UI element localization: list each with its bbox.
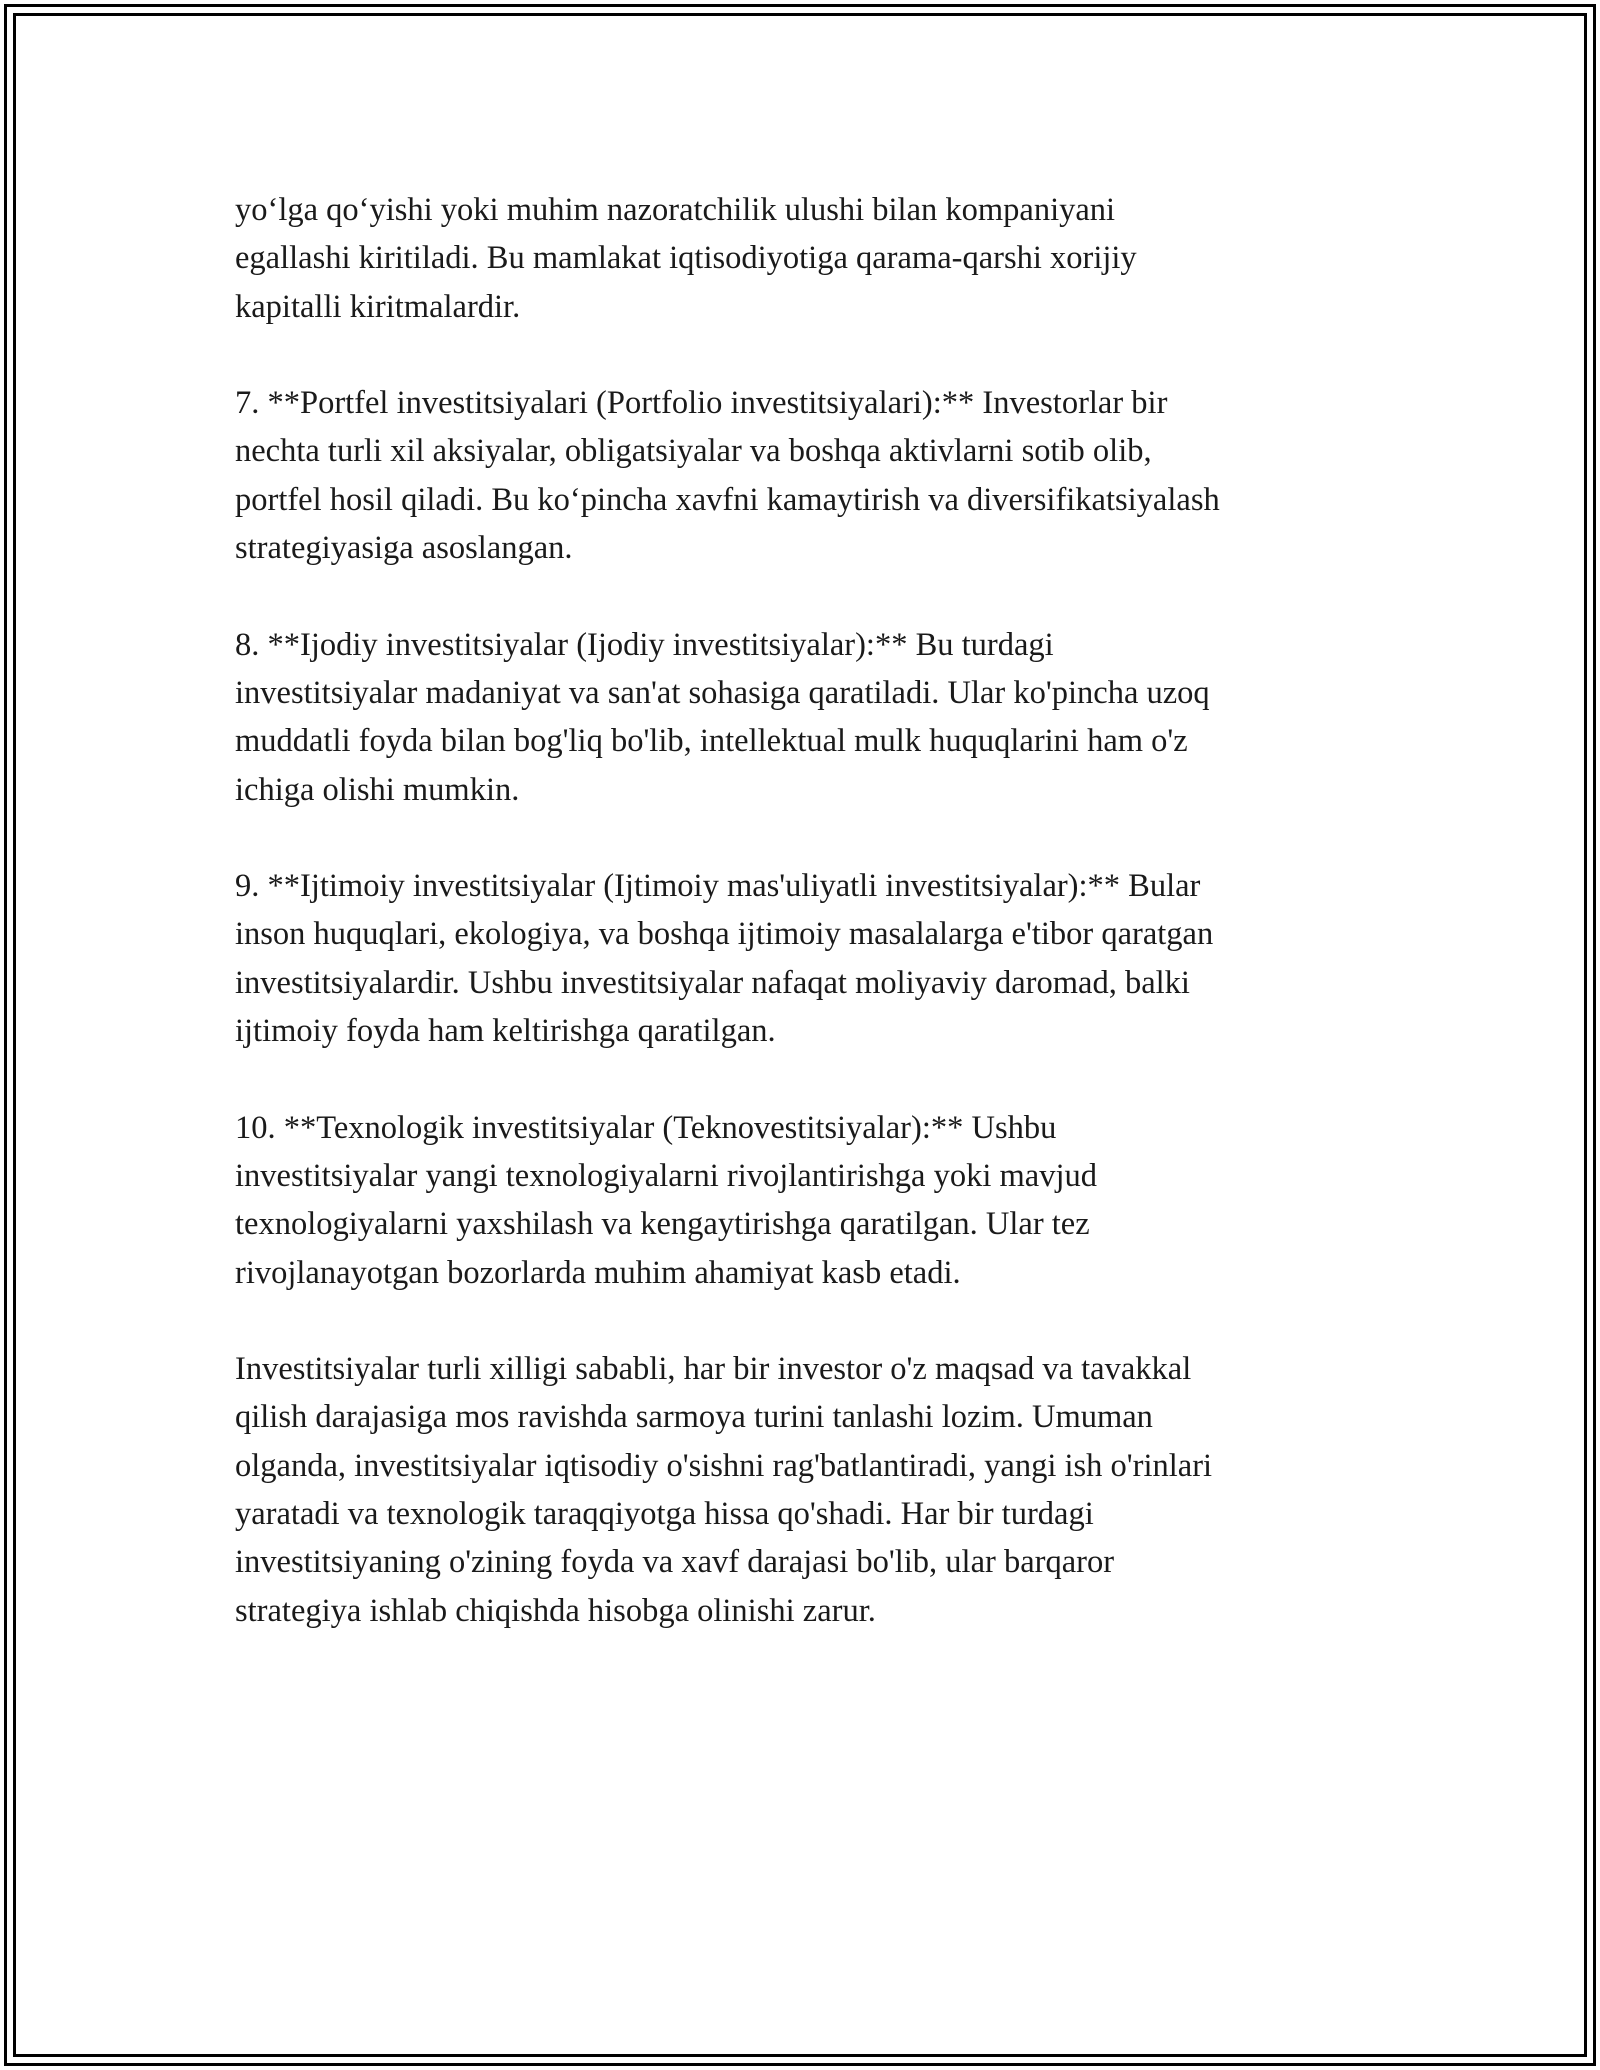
- text-line: muddatli foyda bilan bog'liq bo'lib, intellektual mulk huquqlarini ham o'z: [235, 723, 1188, 760]
- document-body: [235, 186, 1370, 1683]
- text-line: yo‘lga qo‘yishi yoki muhim nazoratchilik ulushi bilan kompaniyani: [235, 192, 1116, 228]
- text-line: investitsiyaning o'zining foyda va xavf darajasi bo'lib, ular barqaror: [235, 1544, 1115, 1581]
- text-line: Investitsiyalar turli xilligi sababli, har bir investor o'z maqsad va tavakkal: [235, 1351, 1192, 1388]
- text-line: investitsiyalar yangi texnologiyalarni rivojlantirishga yoki mavjud: [235, 1157, 1097, 1194]
- text-line: rivojlanayotgan bozorlarda muhim ahamiyat kasb etadi.: [235, 1254, 961, 1291]
- text-line: 8. **Ijodiy investitsiyalar (Ijodiy investitsiyalar):** Bu turdagi: [235, 626, 1054, 663]
- text-line: investitsiyalar madaniyat va san'at sohasiga qaratiladi. Ular ko'pincha uzoq: [235, 674, 1210, 711]
- paragraph-item-8: [235, 621, 1370, 814]
- text-line: portfel hosil qiladi. Bu ko‘pincha xavfni kamaytirish va diversifikatsiyalash: [235, 481, 1220, 518]
- text-line: qilish darajasiga mos ravishda sarmoya turini tanlashi lozim. Umuman: [235, 1399, 1153, 1436]
- text-line: 7. **Portfel investitsiyalari (Portfolio investitsiyalari):** Investorlar bir: [235, 385, 1168, 422]
- paragraph-item-9: [235, 862, 1370, 1055]
- text-line: 10. **Texnologik investitsiyalar (Teknovestitsiyalar):** Ushbu: [235, 1109, 1057, 1146]
- text-line: investitsiyalardir. Ushbu investitsiyalar nafaqat moliyaviy daromad, balki: [235, 964, 1190, 1001]
- paragraph-item-7: [235, 379, 1370, 572]
- text-line: texnologiyalarni yaxshilash va kengaytirishga qaratilgan. Ular tez: [235, 1206, 1090, 1243]
- paragraph-conclusion: [235, 1345, 1370, 1635]
- text-line: yaratadi va texnologik taraqqiyotga hissa qo'shadi. Har bir turdagi: [235, 1496, 1094, 1533]
- text-line: ijtimoiy foyda ham keltirishga qaratilgan.: [235, 1013, 776, 1050]
- text-line: egallashi kiritiladi. Bu mamlakat iqtisodiyotiga qarama-qarshi xorijiy: [235, 240, 1137, 277]
- text-line: inson huquqlari, ekologiya, va boshqa ijtimoiy masalalarga e'tibor qaratgan: [235, 916, 1214, 953]
- text-line: olganda, investitsiyalar iqtisodiy o'sishni rag'batlantiradi, yangi ish o'rinlari: [235, 1447, 1213, 1484]
- text-line: kapitalli kiritmalardir.: [235, 288, 521, 325]
- text-line: nechta turli xil aksiyalar, obligatsiyalar va boshqa aktivlarni sotib olib,: [235, 433, 1152, 470]
- text-line: ichiga olishi mumkin.: [235, 771, 520, 808]
- text-line: 9. **Ijtimoiy investitsiyalar (Ijtimoiy mas'uliyatli investitsiyalar):** Bular: [235, 868, 1201, 905]
- text-line: strategiya ishlab chiqishda hisobga olinishi zarur.: [235, 1592, 876, 1629]
- paragraph-item-10: [235, 1104, 1370, 1297]
- paragraph-continuation: [235, 186, 1370, 331]
- text-line: strategiyasiga asoslangan.: [235, 530, 573, 567]
